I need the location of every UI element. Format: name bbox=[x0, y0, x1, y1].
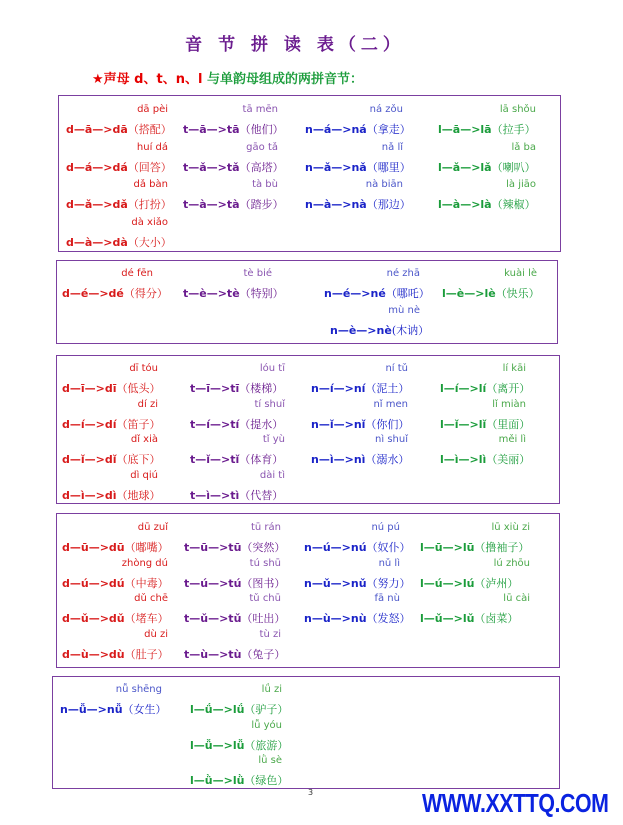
example-word: （得分） bbox=[123, 287, 168, 300]
pinyin-word: lā shǒu bbox=[499, 104, 536, 115]
example-word: （拉手） bbox=[491, 123, 536, 136]
syllable-spelling bbox=[62, 285, 168, 301]
pinyin-word: lǎ ba bbox=[511, 141, 536, 153]
syllable-formula: l—ǜ—>lǜ bbox=[190, 774, 245, 787]
syllable-formula: n—ǎ—>nǎ bbox=[305, 160, 367, 174]
example-word: （泥土） bbox=[365, 382, 410, 395]
syllable-spelling bbox=[304, 610, 411, 626]
example-word: （图书） bbox=[241, 576, 286, 590]
syllable-spelling bbox=[190, 772, 288, 788]
syllable-formula: n—ú—>nú bbox=[304, 541, 367, 554]
example-word: （你们） bbox=[365, 417, 410, 431]
syllable-spelling bbox=[305, 196, 411, 212]
example-word: （发怒） bbox=[366, 612, 411, 625]
syllable-spelling bbox=[62, 646, 169, 662]
example-word: （哪吒） bbox=[385, 287, 430, 300]
example-word: （他们） bbox=[239, 123, 284, 136]
syllable-spelling bbox=[440, 380, 530, 396]
pinyin-word: dài tì bbox=[259, 469, 285, 481]
pinyin-word: né zhā bbox=[386, 268, 420, 279]
example-word: （辣椒） bbox=[491, 198, 536, 211]
syllable-spelling bbox=[190, 380, 283, 396]
example-word: （绿色） bbox=[244, 774, 289, 787]
example-word: （离开） bbox=[486, 382, 531, 395]
page-number: 3 bbox=[308, 788, 314, 797]
syllable-formula: d—ī—>dī bbox=[62, 382, 117, 395]
pinyin-word: dǔ chē bbox=[134, 593, 168, 604]
syllable-formula: d—ǎ—>dǎ bbox=[66, 198, 128, 211]
syllable-spelling bbox=[305, 159, 411, 175]
pinyin-word: là jiāo bbox=[506, 179, 536, 190]
syllable-formula: d—é—>dé bbox=[62, 287, 124, 300]
syllable-spelling bbox=[184, 539, 285, 555]
syllable-spelling bbox=[440, 416, 530, 432]
example-word: （女生） bbox=[122, 703, 167, 716]
syllable-formula: l—ú—>lú bbox=[420, 576, 475, 590]
pinyin-word: kuài lè bbox=[504, 268, 537, 279]
syllable-formula: d—í—>dí bbox=[62, 417, 117, 431]
example-word: （卤菜） bbox=[474, 612, 519, 625]
subtitle-part-1: 声母 d、t、n、l bbox=[103, 72, 207, 87]
section-subtitle bbox=[92, 68, 363, 87]
syllable-spelling bbox=[324, 285, 430, 301]
example-word: （努力） bbox=[366, 576, 411, 590]
syllable-formula: l—ì—>lì bbox=[440, 453, 487, 466]
syllable-spelling bbox=[62, 487, 161, 503]
pinyin-word: nǎ lǐ bbox=[381, 141, 403, 153]
example-word: （旅游） bbox=[244, 738, 289, 752]
pinyin-word: nà biān bbox=[365, 179, 403, 190]
pinyin-word: ní tǔ bbox=[385, 363, 408, 374]
example-word: （特别） bbox=[239, 287, 284, 300]
syllable-formula: d—ù—>dù bbox=[62, 647, 125, 661]
example-word: （底下） bbox=[116, 453, 161, 466]
example-word: （奴仆） bbox=[366, 541, 411, 554]
pinyin-word: lǘ zi bbox=[261, 684, 282, 695]
example-word: （突然） bbox=[241, 541, 286, 554]
syllable-formula: t—ǐ—>tǐ bbox=[190, 453, 240, 466]
example-word: (木讷） bbox=[391, 324, 430, 337]
syllable-formula: t—ā—>tā bbox=[183, 123, 240, 136]
pinyin-word: dí zi bbox=[137, 398, 158, 410]
example-word: （快乐） bbox=[495, 287, 540, 300]
pinyin-word: dà xiǎo bbox=[131, 216, 168, 228]
pinyin-word: tā mēn bbox=[242, 104, 278, 115]
syllable-formula: n—ì—>nì bbox=[311, 453, 366, 466]
syllable-formula: t—à—>tà bbox=[183, 198, 240, 211]
syllable-formula: n—è—>nè bbox=[330, 324, 392, 337]
syllable-spelling bbox=[420, 539, 529, 555]
example-word: （高塔） bbox=[239, 160, 284, 174]
syllable-formula: n—à—>nà bbox=[305, 198, 367, 211]
example-word: （撸袖子） bbox=[474, 541, 530, 554]
example-word: （体育） bbox=[239, 453, 284, 466]
example-word: （代替） bbox=[239, 488, 284, 502]
pinyin-word: dǎ bàn bbox=[133, 179, 168, 190]
pinyin-word: dī tóu bbox=[129, 363, 158, 374]
syllable-spelling bbox=[66, 196, 172, 212]
syllable-spelling bbox=[420, 575, 518, 591]
syllable-spelling bbox=[190, 451, 283, 467]
example-word: （兔子） bbox=[241, 647, 286, 661]
pinyin-word: nǐ men bbox=[373, 398, 408, 410]
example-word: （堵车） bbox=[124, 612, 169, 625]
example-word: （中毒） bbox=[124, 576, 169, 590]
pinyin-word: tǔ chū bbox=[249, 593, 281, 604]
syllable-spelling bbox=[190, 701, 288, 717]
pinyin-word: dé fēn bbox=[121, 268, 153, 279]
pinyin-word: dì qiú bbox=[130, 469, 158, 481]
syllable-spelling bbox=[438, 159, 536, 175]
pinyin-word: tǐ yù bbox=[262, 434, 285, 445]
example-word: （溺水） bbox=[365, 453, 410, 466]
syllable-spelling bbox=[62, 610, 169, 626]
syllable-formula: n—ǐ—>nǐ bbox=[311, 417, 366, 431]
pinyin-word: lū xiù zi bbox=[491, 522, 530, 533]
syllable-spelling bbox=[62, 451, 161, 467]
syllable-formula: l—ā—>lā bbox=[438, 123, 492, 136]
pinyin-word: huí dá bbox=[136, 141, 168, 153]
example-word: （驴子） bbox=[244, 703, 289, 716]
syllable-formula: l—è—>lè bbox=[442, 287, 496, 300]
example-word: （踏步） bbox=[239, 198, 284, 211]
example-word: （吐出） bbox=[241, 612, 286, 625]
syllable-formula: l—ū—>lū bbox=[420, 541, 475, 554]
syllable-spelling bbox=[60, 701, 167, 717]
syllable-formula: d—ì—>dì bbox=[62, 488, 117, 502]
syllable-spelling bbox=[330, 322, 429, 338]
example-word: （喇叭） bbox=[491, 160, 536, 174]
syllable-formula: n—í—>ní bbox=[311, 382, 366, 395]
syllable-formula: d—ǐ—>dǐ bbox=[62, 453, 117, 466]
pinyin-word: tú shū bbox=[249, 557, 281, 569]
pinyin-word: gāo tǎ bbox=[246, 141, 278, 153]
pinyin-word: lǜ sè bbox=[258, 755, 282, 766]
example-word: （打扮） bbox=[127, 198, 172, 211]
pinyin-word: lǚ yóu bbox=[251, 719, 282, 731]
example-word: （拿走） bbox=[366, 123, 411, 136]
syllable-formula: t—ú—>tú bbox=[184, 576, 242, 590]
syllable-spelling bbox=[183, 196, 284, 212]
syllable-spelling bbox=[183, 159, 284, 175]
syllable-spelling bbox=[183, 121, 284, 137]
syllable-spelling bbox=[311, 451, 409, 467]
example-word: （笛子） bbox=[116, 417, 161, 431]
pinyin-word: tū rán bbox=[250, 522, 281, 533]
pinyin-word: tà bù bbox=[252, 179, 278, 190]
syllable-formula: n—ǔ—>nǔ bbox=[304, 576, 367, 590]
syllable-spelling bbox=[62, 539, 169, 555]
syllable-formula: l—à—>là bbox=[438, 198, 492, 211]
syllable-spelling bbox=[420, 610, 518, 626]
syllable-spelling bbox=[311, 416, 409, 432]
example-word: （地球） bbox=[116, 488, 161, 502]
example-word: （提水） bbox=[239, 417, 284, 431]
syllable-spelling bbox=[304, 575, 411, 591]
pinyin-word: mù nè bbox=[388, 305, 420, 316]
syllable-spelling bbox=[305, 121, 411, 137]
star-icon: ★ bbox=[92, 72, 104, 87]
pinyin-word: lú zhōu bbox=[493, 557, 530, 569]
syllable-formula: l—ǚ—>lǚ bbox=[190, 738, 245, 752]
example-word: （嘟嘴） bbox=[124, 541, 169, 554]
syllable-formula: d—à—>dà bbox=[66, 235, 128, 249]
syllable-spelling bbox=[183, 285, 284, 301]
syllable-spelling bbox=[438, 121, 536, 137]
pinyin-word: lóu tī bbox=[259, 363, 285, 374]
syllable-formula: t—ū—>tū bbox=[184, 541, 242, 554]
syllable-spelling bbox=[62, 416, 161, 432]
pinyin-word: dǐ xià bbox=[130, 434, 158, 445]
pinyin-word: lū cài bbox=[503, 593, 530, 604]
example-word: （泸州） bbox=[474, 576, 519, 590]
syllable-formula: d—á—>dá bbox=[66, 160, 128, 174]
example-word: （低头） bbox=[116, 382, 161, 395]
syllable-formula: t—ì—>tì bbox=[190, 488, 240, 502]
syllable-spelling bbox=[304, 539, 411, 555]
syllable-spelling bbox=[440, 451, 530, 467]
example-word: （搭配） bbox=[127, 123, 172, 136]
pinyin-word: fā nù bbox=[374, 593, 400, 604]
syllable-formula: d—ū—>dū bbox=[62, 541, 125, 554]
syllable-spelling bbox=[438, 196, 536, 212]
syllable-formula: t—ù—>tù bbox=[184, 647, 242, 661]
syllable-formula: n—á—>ná bbox=[305, 123, 367, 136]
syllable-formula: d—ú—>dú bbox=[62, 576, 125, 590]
syllable-spelling bbox=[62, 380, 161, 396]
syllable-spelling bbox=[66, 159, 172, 175]
pinyin-word: dā pèi bbox=[137, 104, 168, 115]
syllable-formula: t—í—>tí bbox=[190, 417, 240, 431]
syllable-formula: n—ǚ—>nǚ bbox=[60, 703, 123, 716]
example-word: （里面） bbox=[486, 417, 531, 431]
pinyin-word: měi lì bbox=[498, 434, 526, 445]
syllable-spelling bbox=[311, 380, 409, 396]
example-word: （那边） bbox=[366, 198, 411, 211]
example-word: （大小） bbox=[127, 235, 172, 249]
syllable-formula: l—í—>lí bbox=[440, 382, 487, 395]
example-word: （哪里） bbox=[366, 160, 411, 174]
syllable-formula: l—ǔ—>lǔ bbox=[420, 612, 475, 625]
syllable-spelling bbox=[66, 121, 172, 137]
subtitle-part-2: 与单韵母组成的两拼音节： bbox=[206, 72, 363, 87]
example-word: （肚子） bbox=[124, 647, 169, 661]
syllable-spelling bbox=[184, 575, 285, 591]
example-word: （楼梯） bbox=[239, 382, 284, 395]
pinyin-word: nú pú bbox=[371, 522, 400, 533]
syllable-formula: d—ǔ—>dǔ bbox=[62, 612, 125, 625]
syllable-formula: l—ǎ—>lǎ bbox=[438, 160, 492, 174]
syllable-spelling bbox=[184, 610, 285, 626]
syllable-spelling bbox=[62, 575, 169, 591]
syllable-spelling bbox=[190, 487, 283, 503]
site-watermark[interactable]: WWW.XXTTQ.COM bbox=[422, 788, 609, 818]
pinyin-word: lǐ miàn bbox=[492, 398, 526, 410]
page-title: 音 节 拼 读 表（二） bbox=[185, 35, 405, 55]
syllable-spelling bbox=[442, 285, 540, 301]
pinyin-word: lí kāi bbox=[502, 363, 526, 374]
syllable-formula: n—é—>né bbox=[324, 287, 386, 300]
syllable-spelling bbox=[190, 737, 288, 753]
pinyin-word: tè bié bbox=[243, 268, 272, 279]
syllable-formula: t—ǎ—>tǎ bbox=[183, 160, 240, 174]
example-word: （回答） bbox=[127, 160, 172, 174]
syllable-formula: d—ā—>dā bbox=[66, 123, 128, 136]
example-word: （美丽） bbox=[486, 453, 531, 466]
pinyin-word: ná zǒu bbox=[369, 104, 403, 115]
pinyin-word: dū zuǐ bbox=[137, 522, 168, 533]
syllable-formula: t—ǔ—>tǔ bbox=[184, 612, 242, 625]
syllable-formula: l—ǘ—>lǘ bbox=[190, 703, 245, 716]
syllable-spelling bbox=[184, 646, 285, 662]
pinyin-word: nì shuǐ bbox=[375, 434, 408, 445]
pinyin-word: dù zi bbox=[144, 628, 168, 640]
syllable-formula: l—ǐ—>lǐ bbox=[440, 417, 487, 431]
syllable-formula: t—è—>tè bbox=[183, 287, 240, 300]
pinyin-word: zhòng dú bbox=[121, 557, 168, 569]
pinyin-word: nǚ shēng bbox=[115, 684, 162, 695]
pinyin-word: tù zi bbox=[259, 628, 281, 640]
syllable-spelling bbox=[66, 234, 172, 250]
syllable-formula: n—ù—>nù bbox=[304, 612, 367, 625]
syllable-spelling bbox=[190, 416, 283, 432]
syllable-formula: t—ī—>tī bbox=[190, 382, 240, 395]
pinyin-word: tí shuǐ bbox=[254, 398, 285, 410]
pinyin-word: nǔ lì bbox=[378, 557, 400, 569]
